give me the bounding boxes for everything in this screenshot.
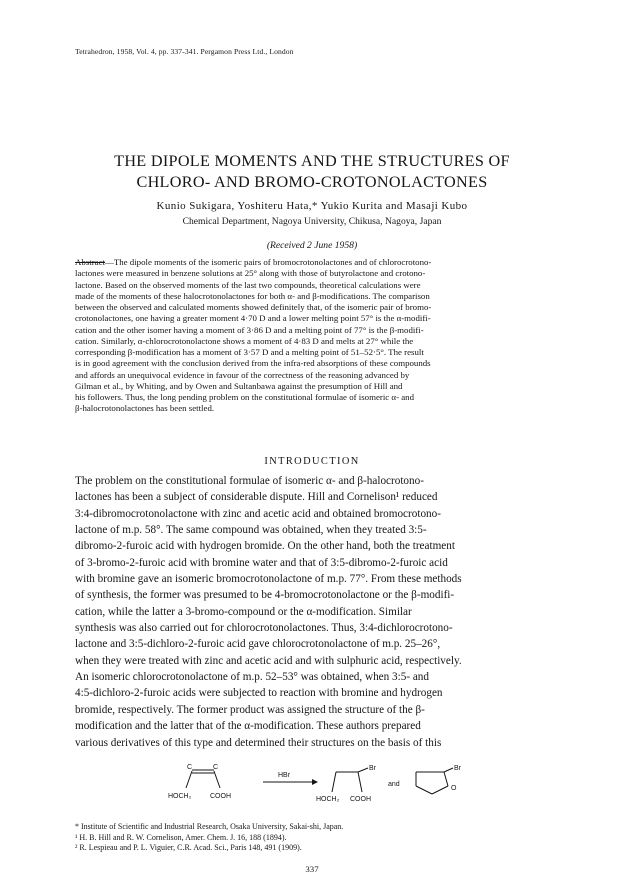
reactant-structure: [186, 770, 220, 788]
section-heading-introduction: INTRODUCTION: [264, 456, 360, 467]
abstract-line: corresponding β-modification has a moment of 3·57 D and a melting point of 51–52·5°. The result: [75, 347, 424, 357]
reactant-cooh: COOH: [210, 793, 231, 800]
lactone-ring: [416, 768, 453, 794]
body-line: lactones has been a subject of considerable dispute. Hill and Cornelison¹ reduced: [75, 491, 438, 504]
intermediate-cooh: COOH: [350, 796, 371, 803]
journal-citation: Tetrahedron, 1958, Vol. 4, pp. 337-341. Pergamon Press Ltd., London: [75, 47, 294, 56]
body-line: modification and the latter that of the α-modification. These authors prepared: [75, 720, 421, 733]
abstract-line: lactone. Based on the observed moments of the last two compounds, theoretical calculations were: [75, 279, 421, 290]
body-line: various derivatives of this type and determined their structures on the basis of this: [75, 736, 442, 749]
reagent-hbr: HBr: [278, 772, 291, 779]
abstract-line: is in good agreement with the conclusion derived from the infra-red absorptions of these compounds: [75, 358, 431, 369]
abstract: [75, 257, 549, 415]
footnotes: [75, 822, 549, 854]
body-line: synthesis was also carried out for chlorocrotonolactones. Thus, 3:4-dichlorocrotono-: [75, 622, 453, 635]
abstract-line: lactones were measured in benzene solutions at 25° along with those of butyrolactone and crotono-: [75, 268, 426, 279]
abstract-line: cation. Similarly, α-chlorocrotonolactone shows a moment of 4·83 D and melts at 27° while the: [75, 335, 414, 346]
abstract-line: cation and the other isomer having a moment of 3·86 D and a melting point of 77° is the β-modifi-: [75, 324, 424, 335]
footnote: ² R. Lespieau and P. L. Viguier, C.R. Acad. Sci., Paris 148, 491 (1909).: [75, 843, 302, 853]
abstract-line: β-halocrotonolactones has been settled.: [75, 403, 215, 414]
intermediate-hoch2: HOCH₂: [316, 796, 340, 803]
abstract-line: [75, 257, 549, 268]
footnote: ¹ H. B. Hill and R. W. Cornelison, Amer. Chem. J. 16, 188 (1894).: [75, 832, 287, 842]
body-line: 4:5-dichloro-2-furoic acids were subjected to reaction with bromine and hydrogen: [75, 687, 443, 700]
body-line: with bromine gave an isomeric bromocrotonolactone of m.p. 77°. From these methods: [75, 573, 462, 586]
paper-title-line-2: CHLORO- AND BROMO-CROTONOLACTONES: [136, 173, 488, 191]
body-line: An isomeric chlorocrotonolactone of m.p. 52–53° was obtained, when 3:5- and: [75, 671, 429, 684]
carbon-label: C: [187, 764, 193, 771]
and-label: and: [388, 781, 400, 788]
body-line: lactone and 3:5-dichloro-2-furoic acid gave chlorocrotonolactone of m.p. 25–26°,: [75, 638, 441, 651]
abstract-line: and affords an unequivocal evidence in favour of the correctness of the reasoning advanced by: [75, 369, 410, 380]
body-line: of synthesis, the former was presumed to be 4-bromocrotonolactone or the β-modifi-: [75, 589, 455, 602]
paper-title-line-1: THE DIPOLE MOMENTS AND THE STRUCTURES OF: [114, 152, 510, 170]
author-affiliation: Chemical Department, Nagoya University, Chikusa, Nagoya, Japan: [182, 216, 442, 227]
page-number: 337: [305, 864, 319, 874]
lactone-oxygen: O: [451, 785, 457, 792]
abstract-label: Abstract: [75, 257, 105, 267]
abstract-line: Gilman et al., by Whiting, and by Owen and Sultanbawa against the presumption of Hill and: [75, 380, 403, 391]
intermediate-br: Br: [369, 765, 376, 772]
reaction-scheme: [140, 760, 500, 815]
footnote: * Institute of Scientific and Industrial Research, Osaka University, Sakai-shi, Japan.: [75, 822, 344, 831]
author-list: Kunio Sukigara, Yoshiteru Hata,* Yukio Kurita and Masaji Kubo: [156, 200, 468, 212]
received-date: (Received 2 June 1958): [266, 240, 358, 251]
reactant-hoch2: HOCH₂: [168, 793, 192, 800]
body-line: 3:4-dibromocrotonolactone with zinc and acetic acid and obtained bromocrotono-: [75, 507, 441, 520]
body-line: of 3-bromo-2-furoic acid with bromine water and that of 3:5-dibromo-2-furoic acid: [75, 556, 448, 569]
introduction-body: [75, 473, 549, 751]
body-line: lactone of m.p. 58°. The same compound was obtained, when they treated 3:5-: [75, 524, 427, 537]
lactone-br: Br: [454, 765, 461, 772]
abstract-line: his followers. Thus, the long pending problem on the constitutional formulae of isomeric α- and: [75, 392, 414, 402]
carbon-label: C: [213, 764, 219, 771]
abstract-line: made of the moments of these halocrotonolactones for both α- and β-modifications. The comparison: [75, 290, 430, 301]
body-line: bromide, respectively. The former product was assigned the structure of the β-: [75, 703, 425, 716]
intermediate-structure: [332, 768, 368, 792]
abstract-line-text: —The dipole moments of the isomeric pairs of bromocrotonolactones and of chlorocrotono-: [104, 257, 432, 267]
body-line: when they were treated with zinc and acetic acid and with sulphuric acid, respectively.: [75, 654, 462, 667]
reaction-arrow: [263, 779, 318, 785]
body-line: dibromo-2-furoic acid with hydrogen bromide. On the other hand, both the treatment: [75, 540, 455, 553]
abstract-line: between the observed and calculated moments showed definitely that, of the isomeric pair of bromo-: [75, 302, 432, 312]
abstract-line: crotonolactones, one having a greater moment 4·70 D and a lower melting point 57° is the α-modifi-: [75, 313, 431, 324]
body-line: The problem on the constitutional formulae of isomeric α- and β-halocrotono-: [75, 475, 424, 487]
body-line: cation, while the latter a 3-bromo-compound or the α-modification. Similar: [75, 605, 412, 618]
